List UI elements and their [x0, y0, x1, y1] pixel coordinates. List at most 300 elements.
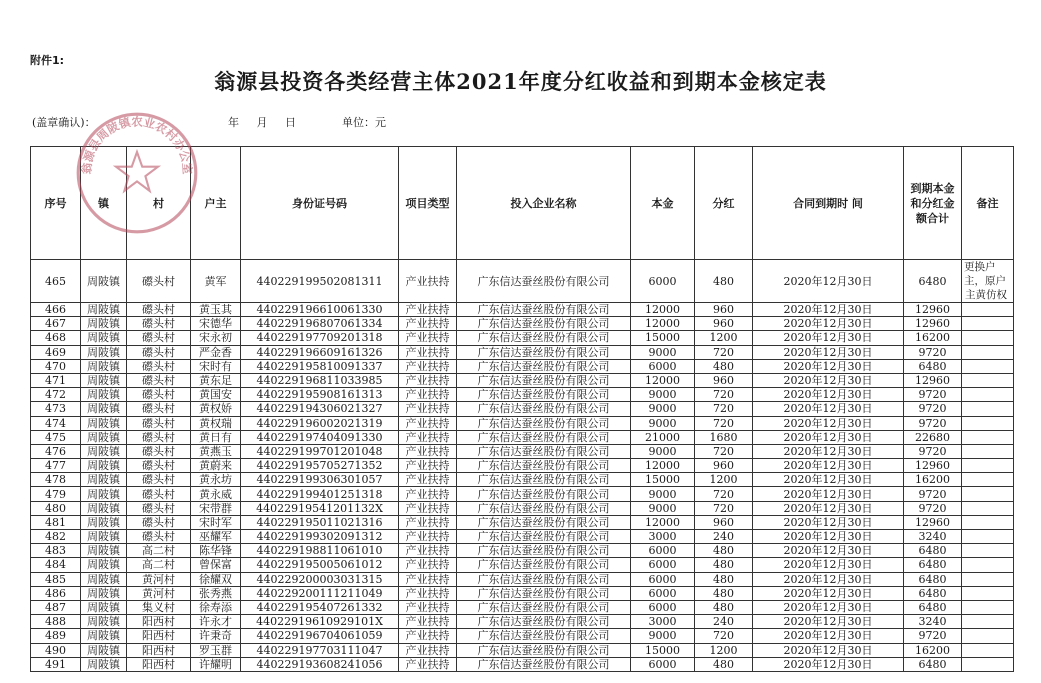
cell-id: 440229196807061334 — [241, 317, 399, 331]
cell-total: 12960 — [904, 459, 962, 473]
cell-type: 产业扶持 — [399, 317, 457, 331]
cell-due: 2020年12月30日 — [753, 416, 904, 430]
cell-company: 广东信达蚕丝股份有限公司 — [457, 657, 631, 671]
cell-remark — [962, 629, 1014, 643]
cell-dividend: 480 — [695, 657, 753, 671]
cell-town: 周陂镇 — [81, 345, 127, 359]
cell-id: 440229199502081311 — [241, 260, 399, 303]
cell-name: 黄玉其 — [191, 303, 241, 317]
cell-id: 440229196002021319 — [241, 416, 399, 430]
cell-principal: 12000 — [631, 317, 695, 331]
cell-company: 广东信达蚕丝股份有限公司 — [457, 260, 631, 303]
cell-town: 周陂镇 — [81, 629, 127, 643]
cell-town: 周陂镇 — [81, 331, 127, 345]
cell-total: 3240 — [904, 615, 962, 629]
cell-name: 严金香 — [191, 345, 241, 359]
cell-no: 485 — [31, 572, 81, 586]
cell-dividend: 1200 — [695, 473, 753, 487]
cell-due: 2020年12月30日 — [753, 430, 904, 444]
cell-total: 3240 — [904, 530, 962, 544]
cell-no: 483 — [31, 544, 81, 558]
cell-no: 466 — [31, 303, 81, 317]
cell-name: 黄军 — [191, 260, 241, 303]
cell-village: 礤头村 — [127, 444, 191, 458]
cell-dividend: 240 — [695, 530, 753, 544]
cell-dividend: 720 — [695, 501, 753, 515]
cell-name: 许耀明 — [191, 657, 241, 671]
cell-total: 9720 — [904, 487, 962, 501]
table-row — [31, 558, 1014, 572]
cell-village: 礤头村 — [127, 317, 191, 331]
cell-town: 周陂镇 — [81, 530, 127, 544]
cell-company: 广东信达蚕丝股份有限公司 — [457, 373, 631, 387]
cell-type: 产业扶持 — [399, 586, 457, 600]
table-row — [31, 331, 1014, 345]
cell-type: 产业扶持 — [399, 530, 457, 544]
cell-total: 22680 — [904, 430, 962, 444]
cell-village: 阳西村 — [127, 615, 191, 629]
cell-principal: 15000 — [631, 473, 695, 487]
cell-due: 2020年12月30日 — [753, 345, 904, 359]
cell-no: 474 — [31, 416, 81, 430]
cell-due: 2020年12月30日 — [753, 501, 904, 515]
cell-no: 486 — [31, 586, 81, 600]
cell-remark — [962, 544, 1014, 558]
table-row — [31, 388, 1014, 402]
cell-remark — [962, 501, 1014, 515]
cell-type: 产业扶持 — [399, 331, 457, 345]
cell-dividend: 960 — [695, 515, 753, 529]
cell-type: 产业扶持 — [399, 473, 457, 487]
cell-due: 2020年12月30日 — [753, 558, 904, 572]
table-row — [31, 615, 1014, 629]
cell-remark — [962, 487, 1014, 501]
cell-total: 9720 — [904, 388, 962, 402]
cell-id: 440229197709201318 — [241, 331, 399, 345]
cell-dividend: 480 — [695, 558, 753, 572]
cell-due: 2020年12月30日 — [753, 572, 904, 586]
cell-company: 广东信达蚕丝股份有限公司 — [457, 629, 631, 643]
header-cell: 身份证号码 — [241, 147, 399, 260]
cell-principal: 9000 — [631, 629, 695, 643]
cell-dividend: 1200 — [695, 331, 753, 345]
cell-village: 礤头村 — [127, 487, 191, 501]
cell-company: 广东信达蚕丝股份有限公司 — [457, 473, 631, 487]
cell-principal: 6000 — [631, 558, 695, 572]
cell-name: 徐耀双 — [191, 572, 241, 586]
remark-line: 主黄仿权 — [965, 289, 1007, 301]
cell-company: 广东信达蚕丝股份有限公司 — [457, 317, 631, 331]
cell-company: 广东信达蚕丝股份有限公司 — [457, 600, 631, 614]
cell-town: 周陂镇 — [81, 430, 127, 444]
cell-type: 产业扶持 — [399, 444, 457, 458]
cell-principal: 9000 — [631, 416, 695, 430]
cell-total: 16200 — [904, 473, 962, 487]
table-row — [31, 501, 1014, 515]
header-cell: 镇 — [81, 147, 127, 260]
cell-total: 6480 — [904, 260, 962, 303]
table-row — [31, 402, 1014, 416]
cell-no: 473 — [31, 402, 81, 416]
header-cell: 到期本金和分红金额合计 — [904, 147, 962, 260]
cell-dividend: 240 — [695, 615, 753, 629]
cell-village: 礤头村 — [127, 473, 191, 487]
cell-id: 440229197703111047 — [241, 643, 399, 657]
cell-company: 广东信达蚕丝股份有限公司 — [457, 558, 631, 572]
cell-id: 440229200003031315 — [241, 572, 399, 586]
attachment-label: 附件1: — [30, 54, 65, 67]
header-cell: 序号 — [31, 147, 81, 260]
table-row — [31, 373, 1014, 387]
cell-id: 44022919610929101X — [241, 615, 399, 629]
cell-dividend: 480 — [695, 260, 753, 303]
cell-total: 12960 — [904, 317, 962, 331]
cell-type: 产业扶持 — [399, 416, 457, 430]
remark-line: 更换户主，原户 — [964, 261, 1006, 287]
cell-village: 阳西村 — [127, 657, 191, 671]
cell-dividend: 720 — [695, 345, 753, 359]
cell-due: 2020年12月30日 — [753, 657, 904, 671]
cell-village: 礤头村 — [127, 459, 191, 473]
cell-company: 广东信达蚕丝股份有限公司 — [457, 572, 631, 586]
cell-dividend: 480 — [695, 359, 753, 373]
cell-company: 广东信达蚕丝股份有限公司 — [457, 402, 631, 416]
cell-principal: 6000 — [631, 260, 695, 303]
cell-no: 484 — [31, 558, 81, 572]
table-row — [31, 359, 1014, 373]
cell-id: 440229196811033985 — [241, 373, 399, 387]
table-row — [31, 303, 1014, 317]
cell-remark — [962, 600, 1014, 614]
cell-total: 9720 — [904, 402, 962, 416]
cell-company: 广东信达蚕丝股份有限公司 — [457, 303, 631, 317]
cell-due: 2020年12月30日 — [753, 402, 904, 416]
cell-dividend: 720 — [695, 388, 753, 402]
cell-no: 488 — [31, 615, 81, 629]
cell-id: 440229195810091337 — [241, 359, 399, 373]
table-row — [31, 515, 1014, 529]
cell-dividend: 720 — [695, 487, 753, 501]
cell-type: 产业扶持 — [399, 600, 457, 614]
cell-type: 产业扶持 — [399, 402, 457, 416]
cell-no: 468 — [31, 331, 81, 345]
cell-name: 黄蔚来 — [191, 459, 241, 473]
cell-type: 产业扶持 — [399, 515, 457, 529]
cell-dividend: 960 — [695, 459, 753, 473]
cell-town: 周陂镇 — [81, 487, 127, 501]
cell-principal: 12000 — [631, 303, 695, 317]
cell-type: 产业扶持 — [399, 459, 457, 473]
cell-id: 440229197404091330 — [241, 430, 399, 444]
cell-total: 6480 — [904, 600, 962, 614]
cell-id: 440229193608241056 — [241, 657, 399, 671]
cell-town: 周陂镇 — [81, 657, 127, 671]
table-row — [31, 629, 1014, 643]
cell-due: 2020年12月30日 — [753, 444, 904, 458]
cell-id: 440229196610061330 — [241, 303, 399, 317]
cell-company: 广东信达蚕丝股份有限公司 — [457, 586, 631, 600]
cell-village: 黄河村 — [127, 572, 191, 586]
cell-name: 许永才 — [191, 615, 241, 629]
header-cell: 投入企业名称 — [457, 147, 631, 260]
cell-company: 广东信达蚕丝股份有限公司 — [457, 331, 631, 345]
cell-no: 489 — [31, 629, 81, 643]
cell-principal: 12000 — [631, 373, 695, 387]
cell-name: 宋时军 — [191, 515, 241, 529]
cell-type: 产业扶持 — [399, 260, 457, 303]
cell-total: 6480 — [904, 544, 962, 558]
table-row — [31, 260, 1014, 303]
cell-remark — [962, 530, 1014, 544]
cell-due: 2020年12月30日 — [753, 544, 904, 558]
cell-type: 产业扶持 — [399, 615, 457, 629]
cell-company: 广东信达蚕丝股份有限公司 — [457, 345, 631, 359]
cell-principal: 3000 — [631, 530, 695, 544]
table-row — [31, 430, 1014, 444]
cell-remark — [962, 615, 1014, 629]
table-body — [31, 260, 1014, 672]
cell-id: 440229195908161313 — [241, 388, 399, 402]
cell-due: 2020年12月30日 — [753, 643, 904, 657]
table-row — [31, 586, 1014, 600]
cell-id: 440229195407261332 — [241, 600, 399, 614]
cell-type: 产业扶持 — [399, 345, 457, 359]
cell-name: 徐寿添 — [191, 600, 241, 614]
cell-village: 礤头村 — [127, 530, 191, 544]
cell-name: 黄日有 — [191, 430, 241, 444]
cell-dividend: 480 — [695, 600, 753, 614]
cell-principal: 6000 — [631, 657, 695, 671]
cell-due: 2020年12月30日 — [753, 331, 904, 345]
table-row — [31, 643, 1014, 657]
cell-principal: 9000 — [631, 501, 695, 515]
cell-village: 高二村 — [127, 558, 191, 572]
header-cell: 户主 — [191, 147, 241, 260]
cell-type: 产业扶持 — [399, 303, 457, 317]
cell-total: 16200 — [904, 331, 962, 345]
cell-type: 产业扶持 — [399, 373, 457, 387]
cell-principal: 12000 — [631, 515, 695, 529]
cell-company: 广东信达蚕丝股份有限公司 — [457, 430, 631, 444]
cell-principal: 9000 — [631, 345, 695, 359]
cell-name: 许秉奇 — [191, 629, 241, 643]
cell-town: 周陂镇 — [81, 544, 127, 558]
cell-dividend: 1680 — [695, 430, 753, 444]
table-row — [31, 473, 1014, 487]
cell-remark — [962, 444, 1014, 458]
cell-principal: 9000 — [631, 402, 695, 416]
table-row — [31, 444, 1014, 458]
cell-name: 曾保富 — [191, 558, 241, 572]
cell-type: 产业扶持 — [399, 544, 457, 558]
cell-company: 广东信达蚕丝股份有限公司 — [457, 515, 631, 529]
cell-id: 440229199306301057 — [241, 473, 399, 487]
cell-total: 12960 — [904, 303, 962, 317]
cell-dividend: 1200 — [695, 643, 753, 657]
cell-type: 产业扶持 — [399, 388, 457, 402]
cell-principal: 9000 — [631, 444, 695, 458]
cell-id: 44022919541201132X — [241, 501, 399, 515]
cell-no: 478 — [31, 473, 81, 487]
cell-principal: 15000 — [631, 643, 695, 657]
cell-company: 广东信达蚕丝股份有限公司 — [457, 444, 631, 458]
cell-type: 产业扶持 — [399, 629, 457, 643]
cell-name: 张秀燕 — [191, 586, 241, 600]
cell-company: 广东信达蚕丝股份有限公司 — [457, 388, 631, 402]
cell-name: 陈华锋 — [191, 544, 241, 558]
cell-name: 黄权瑞 — [191, 416, 241, 430]
cell-name: 黄国安 — [191, 388, 241, 402]
cell-town: 周陂镇 — [81, 373, 127, 387]
cell-remark — [962, 303, 1014, 317]
cell-no: 479 — [31, 487, 81, 501]
cell-village: 阳西村 — [127, 629, 191, 643]
cell-no: 469 — [31, 345, 81, 359]
cell-principal: 15000 — [631, 331, 695, 345]
cell-town: 周陂镇 — [81, 388, 127, 402]
cell-dividend: 720 — [695, 629, 753, 643]
cell-name: 宋带群 — [191, 501, 241, 515]
cell-principal: 21000 — [631, 430, 695, 444]
table-row — [31, 317, 1014, 331]
cell-due: 2020年12月30日 — [753, 260, 904, 303]
cell-total: 9720 — [904, 501, 962, 515]
cell-no: 481 — [31, 515, 81, 529]
cell-id: 440229195005061012 — [241, 558, 399, 572]
cell-no: 477 — [31, 459, 81, 473]
cell-total: 16200 — [904, 643, 962, 657]
unit-label: 单位：元 — [342, 116, 386, 129]
cell-remark — [962, 260, 1014, 303]
cell-town: 周陂镇 — [81, 416, 127, 430]
cell-name: 黄权娇 — [191, 402, 241, 416]
cell-principal: 6000 — [631, 544, 695, 558]
cell-no: 471 — [31, 373, 81, 387]
cell-town: 周陂镇 — [81, 572, 127, 586]
cell-total: 6480 — [904, 657, 962, 671]
cell-name: 罗玉群 — [191, 643, 241, 657]
header-cell: 分红 — [695, 147, 753, 260]
document-title: 翁源县投资各类经营主体2021年度分红收益和到期本金核定表 — [214, 69, 827, 94]
header-cell: 村 — [127, 147, 191, 260]
cell-no: 472 — [31, 388, 81, 402]
cell-village: 礤头村 — [127, 416, 191, 430]
cell-type: 产业扶持 — [399, 558, 457, 572]
cell-type: 产业扶持 — [399, 430, 457, 444]
cell-principal: 6000 — [631, 586, 695, 600]
cell-town: 周陂镇 — [81, 600, 127, 614]
cell-due: 2020年12月30日 — [753, 629, 904, 643]
cell-no: 475 — [31, 430, 81, 444]
cell-town: 周陂镇 — [81, 444, 127, 458]
cell-no: 476 — [31, 444, 81, 458]
cell-village: 集义村 — [127, 600, 191, 614]
cell-remark — [962, 643, 1014, 657]
cell-dividend: 960 — [695, 303, 753, 317]
cell-no: 487 — [31, 600, 81, 614]
cell-village: 礤头村 — [127, 359, 191, 373]
cell-company: 广东信达蚕丝股份有限公司 — [457, 544, 631, 558]
cell-total: 9720 — [904, 416, 962, 430]
cell-village: 礤头村 — [127, 303, 191, 317]
cell-due: 2020年12月30日 — [753, 459, 904, 473]
cell-due: 2020年12月30日 — [753, 388, 904, 402]
cell-village: 礤头村 — [127, 402, 191, 416]
cell-company: 广东信达蚕丝股份有限公司 — [457, 643, 631, 657]
cell-due: 2020年12月30日 — [753, 373, 904, 387]
cell-village: 礤头村 — [127, 331, 191, 345]
cell-name: 黄永威 — [191, 487, 241, 501]
cell-total: 6480 — [904, 586, 962, 600]
seal-confirm-label: (盖章确认)： — [32, 116, 96, 129]
cell-name: 黄燕玉 — [191, 444, 241, 458]
cell-village: 礤头村 — [127, 345, 191, 359]
cell-id: 440229199302091312 — [241, 530, 399, 544]
cell-id: 440229198811061010 — [241, 544, 399, 558]
header-cell: 项目类型 — [399, 147, 457, 260]
cell-company: 广东信达蚕丝股份有限公司 — [457, 359, 631, 373]
cell-type: 产业扶持 — [399, 359, 457, 373]
header-cell: 本金 — [631, 147, 695, 260]
cell-village: 礤头村 — [127, 388, 191, 402]
cell-total: 12960 — [904, 373, 962, 387]
header-cell: 备注 — [962, 147, 1014, 260]
cell-town: 周陂镇 — [81, 586, 127, 600]
cell-remark — [962, 359, 1014, 373]
cell-total: 6480 — [904, 359, 962, 373]
cell-company: 广东信达蚕丝股份有限公司 — [457, 487, 631, 501]
cell-remark — [962, 515, 1014, 529]
cell-principal: 9000 — [631, 388, 695, 402]
cell-town: 周陂镇 — [81, 643, 127, 657]
cell-town: 周陂镇 — [81, 615, 127, 629]
cell-town: 周陂镇 — [81, 317, 127, 331]
cell-town: 周陂镇 — [81, 473, 127, 487]
cell-village: 礤头村 — [127, 260, 191, 303]
cell-no: 465 — [31, 260, 81, 303]
cell-due: 2020年12月30日 — [753, 303, 904, 317]
cell-village: 黄河村 — [127, 586, 191, 600]
cell-dividend: 480 — [695, 586, 753, 600]
cell-id: 440229199401251318 — [241, 487, 399, 501]
cell-id: 440229196704061059 — [241, 629, 399, 643]
cell-name: 黄永坊 — [191, 473, 241, 487]
table-row — [31, 416, 1014, 430]
cell-village: 阳西村 — [127, 643, 191, 657]
table-row — [31, 459, 1014, 473]
cell-total: 9720 — [904, 345, 962, 359]
cell-total: 9720 — [904, 629, 962, 643]
cell-no: 490 — [31, 643, 81, 657]
cell-village: 礤头村 — [127, 515, 191, 529]
cell-town: 周陂镇 — [81, 459, 127, 473]
cell-remark — [962, 473, 1014, 487]
cell-due: 2020年12月30日 — [753, 615, 904, 629]
table-row — [31, 572, 1014, 586]
cell-no: 467 — [31, 317, 81, 331]
cell-town: 周陂镇 — [81, 558, 127, 572]
cell-id: 440229195705271352 — [241, 459, 399, 473]
cell-remark — [962, 586, 1014, 600]
cell-due: 2020年12月30日 — [753, 600, 904, 614]
cell-village: 礤头村 — [127, 373, 191, 387]
cell-town: 周陂镇 — [81, 515, 127, 529]
cell-dividend: 720 — [695, 416, 753, 430]
table-row — [31, 487, 1014, 501]
cell-village: 高二村 — [127, 544, 191, 558]
header-row — [31, 147, 1014, 260]
cell-dividend: 480 — [695, 572, 753, 586]
